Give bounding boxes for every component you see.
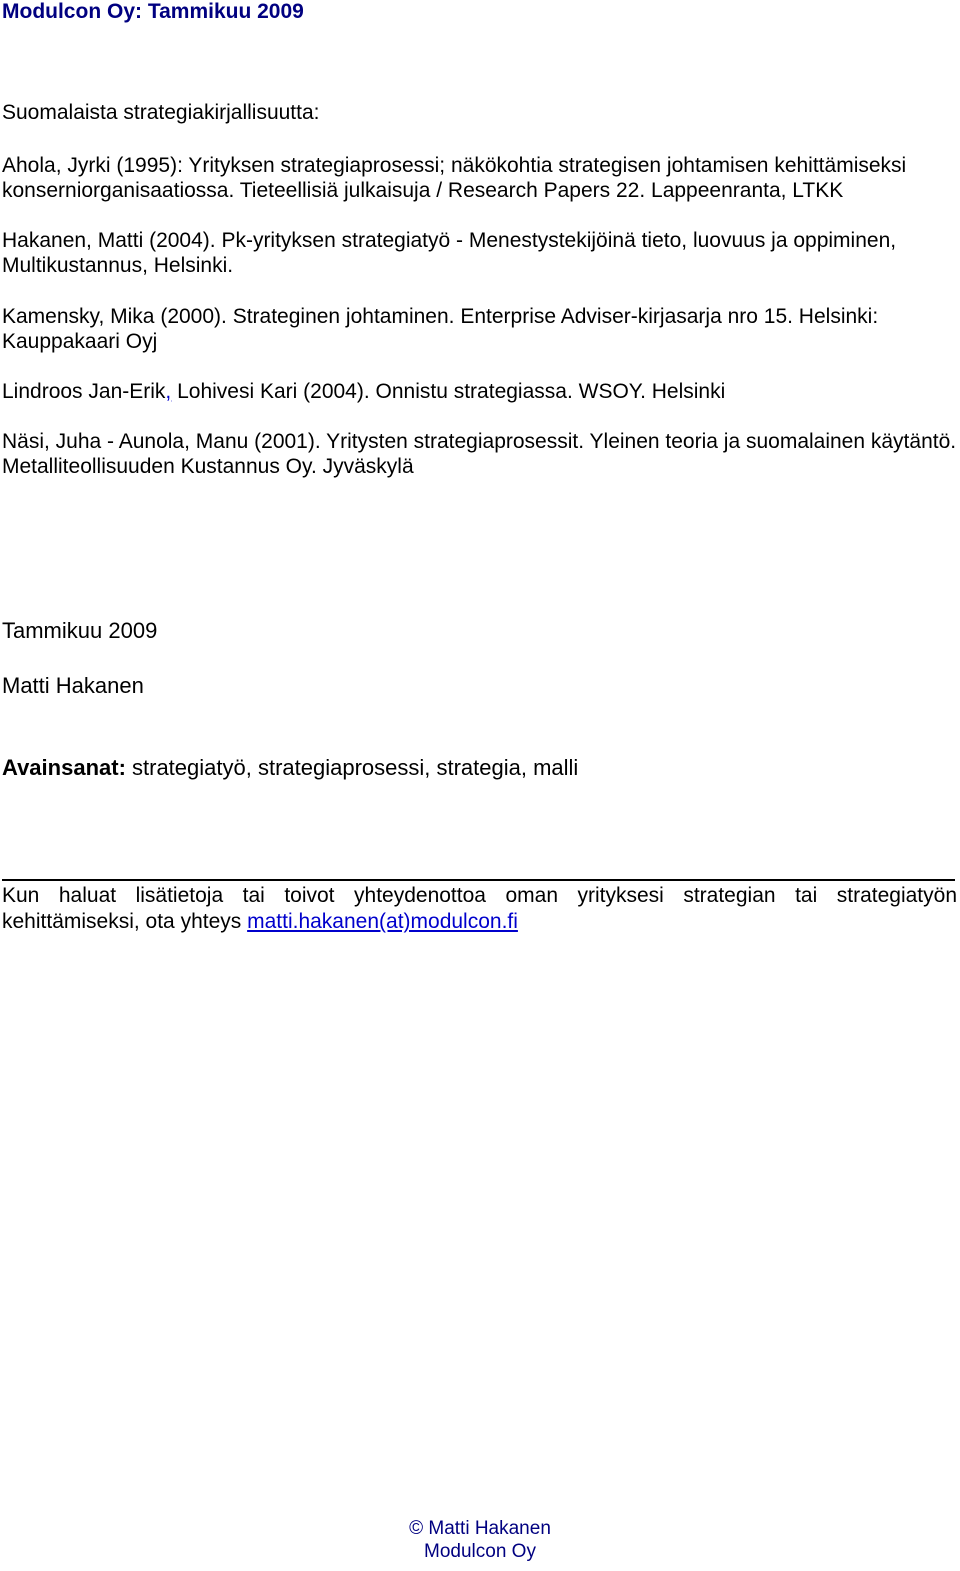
contact-text: Kun haluat lisätietoja tai toivot yhteydenottoa oman yrityksesi strategian tai strategiatyön kehittämiseksi, ota yhteys <box>2 884 957 933</box>
keywords-label: Avainsanat: <box>2 755 126 780</box>
document-date: Tammikuu 2009 <box>2 618 158 643</box>
document-author: Matti Hakanen <box>2 673 144 698</box>
reference-lindroos-author: Lindroos Jan-Erik <box>2 380 166 403</box>
keywords-value: strategiatyö, strategiaprosessi, strategia, malli <box>125 755 579 780</box>
footer-company: Modulcon Oy <box>424 1541 536 1562</box>
reference-hakanen: Hakanen, Matti (2004). Pk-yrityksen strategiatyö - Menestystekijöinä tieto, luovuus ja oppiminen, Multikustannus, Helsinki. <box>2 229 897 277</box>
reference-ahola: Ahola, Jyrki (1995): Yrityksen strategiaprosessi; näkökohtia strategisen johtamisen kehittämiseksi konserniorganisaatiossa. Tieteellisiä julkaisuja / Research Papers 22. Lappeenranta, LTKK <box>2 154 907 202</box>
horizontal-divider <box>2 879 955 881</box>
page-footer <box>0 1517 960 1563</box>
reference-nasi: Näsi, Juha - Aunola, Manu (2001). Yritysten strategiaprosessit. Yleinen teoria ja suomalainen käytäntö. Metalliteollisuuden Kustannus Oy. Jyväskylä <box>2 430 957 478</box>
reference-lindroos-rest: Lohivesi Kari (2004). Onnistu strategiassa. WSOY. Helsinki <box>171 380 726 403</box>
footer-copyright: © Matti Hakanen <box>409 1518 551 1539</box>
reference-link[interactable]: , <box>165 380 172 403</box>
contact-email-link[interactable]: matti.hakanen(at)modulcon.fi <box>247 910 518 933</box>
page-header-title: Modulcon Oy: Tammikuu 2009 <box>2 0 304 23</box>
reference-kamensky: Kamensky, Mika (2000). Strateginen johtaminen. Enterprise Adviser-kirjasarja nro 15. Helsinki: Kauppakaari Oyj <box>2 305 879 353</box>
section-heading: Suomalaista strategiakirjallisuutta: <box>2 101 320 124</box>
keywords-line <box>2 755 578 781</box>
reference-lindroos <box>2 379 957 404</box>
contact-paragraph <box>2 883 957 935</box>
